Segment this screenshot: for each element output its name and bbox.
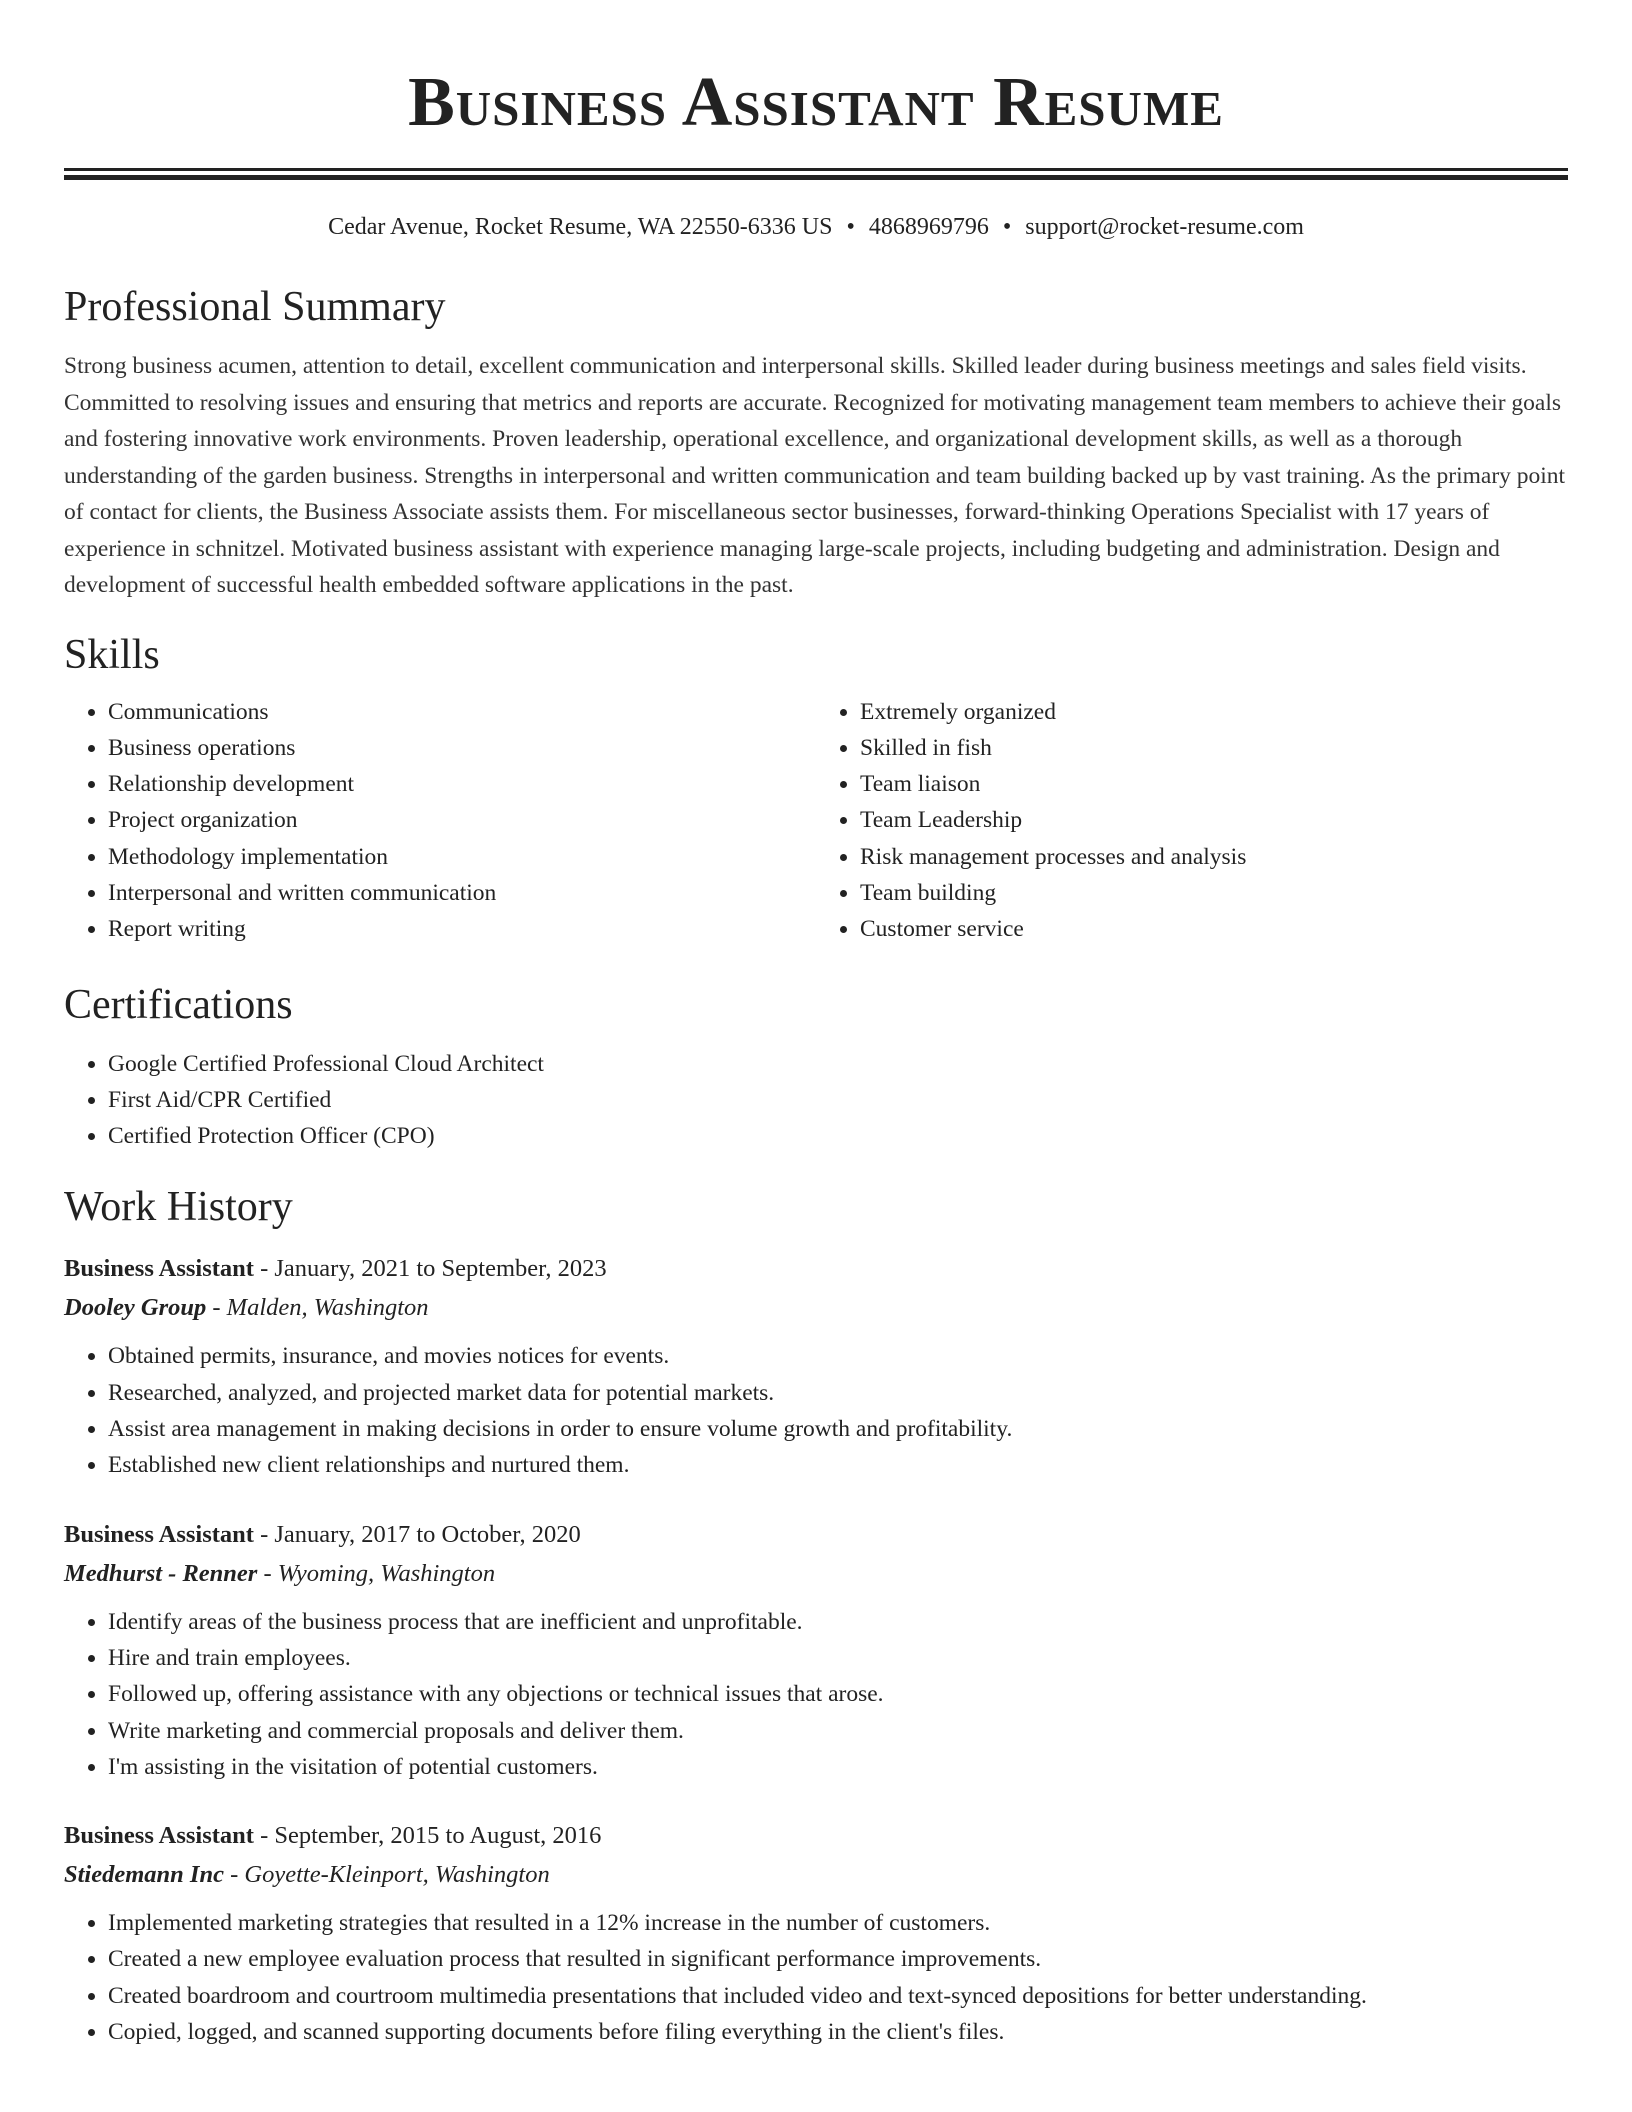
certifications-heading: Certifications <box>64 981 293 1028</box>
job-bullet: • Hire and train employees. <box>108 1640 1568 1676</box>
summary-text: Strong business acumen, attention to detail, excellent communication and interpersonal skills. Skilled leader during business meetings and sales field visits. Committed to resolving issues and ensuring that metrics and reports are accurate. Recognized for motivating management team members to achieve their goals and fostering innovative work environments. Proven leadership, operational excellence, and organizational development skills, as well as a thorough understanding of the garden business. Strengths in interpersonal and written communication and team building backed up by vast training. As the primary point of contact for clients, the Business Associate assists them. For miscellaneous sector businesses, forward-thinking Operations Specialist with 17 years of experience in schnitzel. Motivated business assistant with experience managing large-scale projects, including budgeting and administration. Design and development of successful health embedded software applications in the past. <box>64 353 1566 598</box>
job-bullets <box>64 1338 1568 1483</box>
job-bullet: • I'm assisting in the visitation of potential customers. <box>108 1749 1568 1785</box>
job-role: Business Assistant <box>64 1822 254 1850</box>
skill-item: • Project organization <box>108 802 816 838</box>
skill-item: • Communications <box>108 694 816 730</box>
job-bullet: • Established new client relationships and nurtured them. <box>108 1447 1568 1483</box>
skills-list-left <box>64 694 816 948</box>
job-company: Stiedemann Inc <box>64 1861 224 1889</box>
certifications-list <box>64 1046 1568 1155</box>
skills-list-right <box>816 694 1568 948</box>
job-location: Goyette-Kleinport, Washington <box>244 1861 550 1889</box>
skill-item: • Skilled in fish <box>860 730 1568 766</box>
job-bullet: • Researched, analyzed, and projected market data for potential markets. <box>108 1375 1568 1411</box>
job-bullets <box>64 1905 1568 2050</box>
job-title-line <box>64 1817 1568 1855</box>
job-dates: January, 2021 to September, 2023 <box>274 1255 607 1283</box>
contact-email: support@rocket-resume.com <box>1025 214 1304 240</box>
dash-separator: - <box>230 1861 239 1889</box>
job-role: Business Assistant <box>64 1255 254 1283</box>
job-company-line <box>64 1288 1568 1328</box>
work-history-heading: Work History <box>64 1184 293 1231</box>
job-location: Wyoming, Washington <box>277 1559 496 1587</box>
job-role: Business Assistant <box>64 1520 254 1548</box>
skill-item: • Extremely organized <box>860 694 1568 730</box>
skills-columns <box>64 694 1568 948</box>
summary-heading: Professional Summary <box>64 284 446 330</box>
job-bullet: • Followed up, offering assistance with any objections or technical issues that arose. <box>108 1676 1568 1712</box>
job-bullet: • Obtained permits, insurance, and movies notices for events. <box>108 1338 1568 1374</box>
job-bullet: • Assist area management in making decisions in order to ensure volume growth and profitability. <box>108 1411 1568 1447</box>
dash-separator: - <box>260 1822 269 1850</box>
job-bullet: • Identify areas of the business process that are inefficient and unprofitable. <box>108 1604 1568 1640</box>
skill-item: • Business operations <box>108 730 816 766</box>
dash-separator: - <box>260 1520 269 1548</box>
skill-item: • Team liaison <box>860 766 1568 802</box>
skill-item: • Methodology implementation <box>108 839 816 875</box>
skill-item: • Relationship development <box>108 766 816 802</box>
job-company-line <box>64 1554 1568 1594</box>
job-bullet: • Copied, logged, and scanned supporting documents before filing everything in the client's files. <box>108 2014 1568 2050</box>
certification-item: • Google Certified Professional Cloud Architect <box>108 1046 1568 1082</box>
skills-heading: Skills <box>64 631 160 678</box>
job-company: Medhurst - Renner <box>64 1559 258 1587</box>
contact-separator: • <box>846 214 855 240</box>
dash-separator: - <box>212 1294 221 1322</box>
contact-separator: • <box>1002 214 1012 240</box>
job-bullet: • Created boardroom and courtroom multimedia presentations that included video and text-synced depositions for better understanding. <box>108 1978 1568 2014</box>
job-title-line <box>64 1250 1568 1288</box>
title-divider-bottom <box>64 175 1568 180</box>
contact-line <box>64 212 1568 242</box>
skill-item: • Interpersonal and written communication <box>108 875 816 911</box>
dash-separator: - <box>263 1559 272 1587</box>
skill-item: • Team building <box>860 875 1568 911</box>
job-bullets <box>64 1604 1568 1785</box>
page-title: Business Assistant Resume <box>408 64 1224 141</box>
job-company-line <box>64 1855 1568 1895</box>
skill-item: • Team Leadership <box>860 802 1568 838</box>
contact-address: Cedar Avenue, Rocket Resume, WA 22550-6336 US <box>328 214 833 240</box>
contact-phone: 4868969796 <box>868 214 989 240</box>
job-bullet: • Write marketing and commercial proposals and deliver them. <box>108 1713 1568 1749</box>
job-dates: September, 2015 to August, 2016 <box>274 1822 602 1850</box>
dash-separator: - <box>260 1255 269 1283</box>
job-entry <box>64 1516 1568 1785</box>
job-title-line <box>64 1516 1568 1554</box>
skill-item: • Risk management processes and analysis <box>860 839 1568 875</box>
certification-item: • Certified Protection Officer (CPO) <box>108 1118 1568 1154</box>
job-entry <box>64 1817 1568 2050</box>
certification-item: • First Aid/CPR Certified <box>108 1082 1568 1118</box>
job-location: Malden, Washington <box>226 1294 429 1322</box>
job-dates: January, 2017 to October, 2020 <box>274 1520 581 1548</box>
job-entry <box>64 1250 1568 1483</box>
job-company: Dooley Group <box>64 1294 207 1322</box>
skill-item: • Customer service <box>860 911 1568 947</box>
title-divider-top <box>64 168 1568 171</box>
skill-item: • Report writing <box>108 911 816 947</box>
job-bullet: • Implemented marketing strategies that resulted in a 12% increase in the number of customers. <box>108 1905 1568 1941</box>
job-bullet: • Created a new employee evaluation process that resulted in significant performance improvements. <box>108 1941 1568 1977</box>
